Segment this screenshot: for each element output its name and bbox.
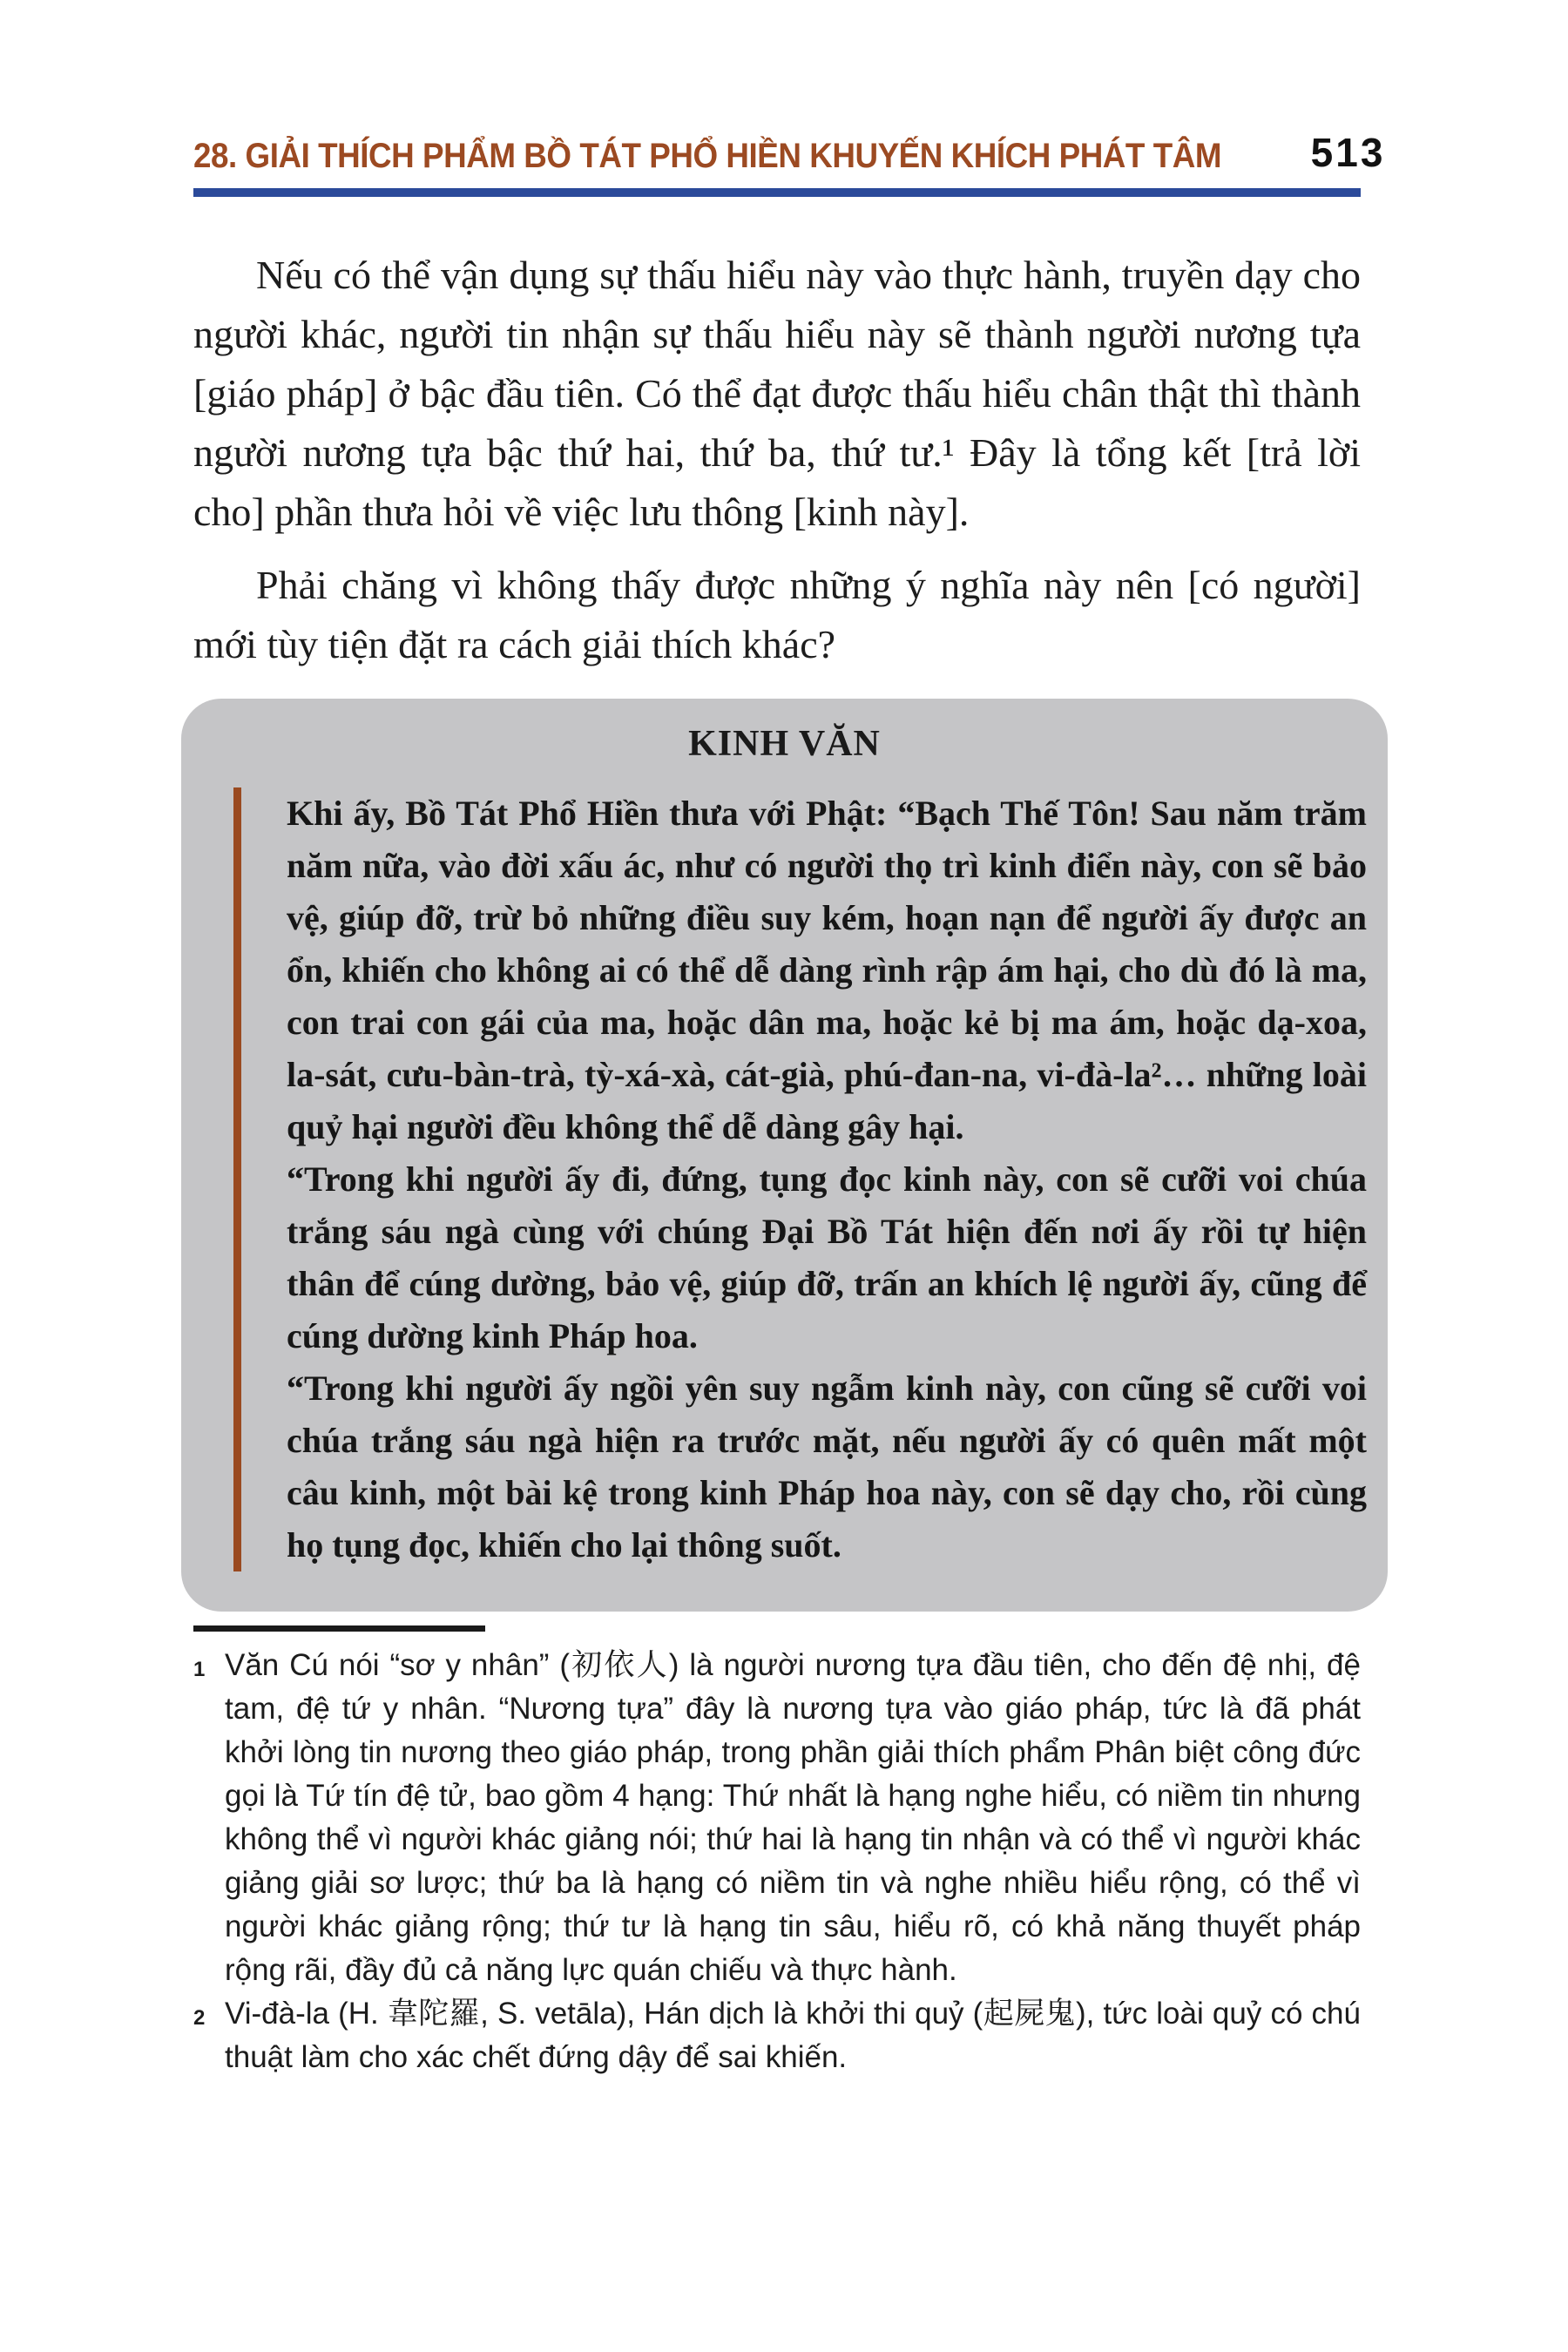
footnote-2-number: 2 [193, 2006, 206, 2030]
scripture-box-title: KINH VĂN [688, 724, 881, 764]
footnote-1-number: 1 [193, 1658, 206, 1681]
chapter-title: 28. GIẢI THÍCH PHẨM BỒ TÁT PHỔ HIỀN KHUYẾN KHÍCH PHÁT TÂM [193, 137, 1222, 175]
footnote-2-text: Vi-đà-la (H. 韋陀羅, S. vetāla), Hán dịch là khởi thi quỷ (起屍鬼), tức loài quỷ có chú thuật làm cho xác chết đứng dậy để sai khiến. [225, 1997, 1361, 2074]
body-paragraph-2: Phải chăng vì không thấy được những ý nghĩa này nên [có người] mới tùy tiện đặt ra cách giải thích khác? [193, 563, 1361, 666]
footnote-separator [193, 1625, 485, 1632]
page-content [193, 129, 1386, 2079]
scripture-paragraph-2: “Trong khi người ấy đi, đứng, tụng đọc kinh này, con sẽ cưỡi voi chúa trắng sáu ngà cùng với chúng Đại Bồ Tát hiện đến nơi ấy rồi tự hiện thân để cúng dường, bảo vệ, giúp đỡ, trấn an khích lệ người ấy, cũng để cúng dường kinh Pháp hoa. [287, 1159, 1367, 1355]
header-rule [193, 188, 1361, 197]
body-paragraph-1: Nếu có thể vận dụng sự thấu hiểu này vào thực hành, truyền dạy cho người khác, người tin nhận sự thấu hiểu này sẽ thành người nương tựa [giáo pháp] ở bậc đầu tiên. Có thể đạt được thấu hiểu chân thật thì thành người nương tựa bậc thứ hai, thứ ba, thứ tư.¹ Đây là tổng kết [trả lời cho] phần thưa hỏi về việc lưu thông [kinh này]. [193, 253, 1361, 534]
scripture-paragraph-3: “Trong khi người ấy ngồi yên suy ngẫm kinh này, con cũng sẽ cưỡi voi chúa trắng sáu ngà hiện ra trước mặt, nếu người ấy có quên mất một câu kinh, một bài kệ trong kinh Pháp hoa này, con sẽ dạy cho, rồi cùng họ tụng đọc, khiến cho lại thông suốt. [287, 1369, 1367, 1565]
footnote-1-text: Văn Cú nói “sơ y nhân” (初依人) là người nương tựa đầu tiên, cho đến đệ nhị, đệ tam, đệ tứ y nhân. “Nương tựa” đây là nương tựa vào giáo pháp, tức là đã phát khởi lòng tin nương theo giáo pháp, trong phần giải thích phẩm Phân biệt công đức gọi là Tứ tín đệ tử, bao gồm 4 hạng: Thứ nhất là hạng nghe hiểu, có niềm tin nhưng không thể vì người khác giảng nói; thứ hai là hạng tin nhận và có thể vì người khác giảng giải sơ lược; thứ ba là hạng có niềm tin và nghe nhiều hiểu rộng, có thể vì người khác giảng rộng; thứ tư là hạng tin sâu, hiểu rõ, có khả năng thuyết pháp rộng rãi, đầy đủ cả năng lực quán chiếu và thực hành. [225, 1648, 1361, 1987]
running-header [193, 129, 1386, 176]
footnotes [193, 1644, 1361, 2079]
scripture-quote [233, 787, 1388, 1571]
scripture-box [181, 699, 1388, 1612]
page-number: 513 [1310, 130, 1386, 175]
scripture-paragraph-1: Khi ấy, Bồ Tát Phổ Hiền thưa với Phật: “Bạch Thế Tôn! Sau năm trăm năm nữa, vào đời xấu ác, như có người thọ trì kinh điển này, con sẽ bảo vệ, giúp đỡ, trừ bỏ những điều suy kém, hoạn nạn để người ấy được an ổn, khiến cho không ai có thể dễ dàng rình rập ám hại, cho dù đó là ma, con trai con gái của ma, hoặc dân ma, hoặc kẻ bị ma ám, hoặc dạ-xoa, la-sát, cưu-bàn-trà, tỳ-xá-xà, cát-già, phú-đan-na, vi-đà-la²… những loài quỷ hại người đều không thể dễ dàng gây hại. [287, 794, 1367, 1146]
footnote-2 [193, 1992, 1361, 2079]
footnote-1 [193, 1644, 1361, 1992]
